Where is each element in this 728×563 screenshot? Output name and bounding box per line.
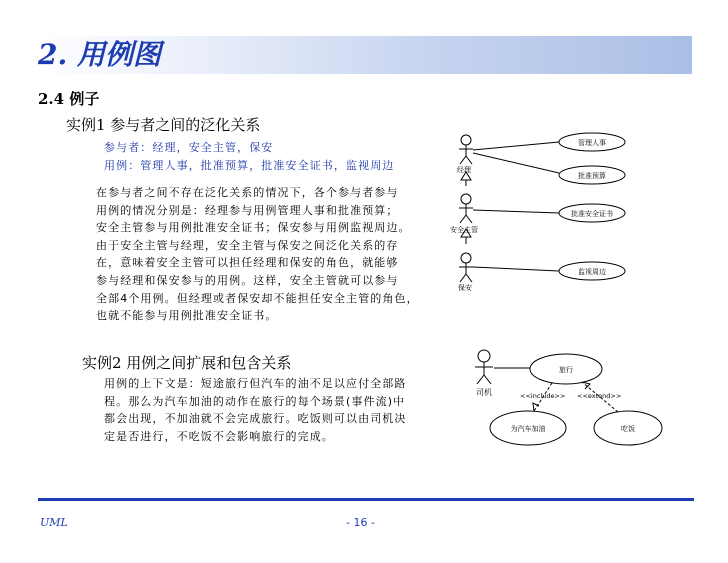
footer-divider — [38, 498, 694, 501]
usecase-label: 监视周边 — [578, 268, 606, 276]
actor-generalization-diagram — [446, 126, 646, 301]
paragraph-line: 都会出现，不加油就不会完成旅行。吃饭则可以由司机决 — [104, 412, 407, 426]
usecase-label: 批准预算 — [578, 172, 606, 180]
usecase-label: 批准安全证书 — [571, 210, 613, 218]
example2-paragraph — [104, 375, 407, 445]
section-heading: 2.4 例子 — [38, 90, 100, 108]
paragraph-line: 在参与者之间不存在泛化关系的情况下，各个参与者参与 — [96, 186, 399, 199]
example1-actors-line: 参与者：经理，安全主管，保安 — [104, 141, 274, 154]
actor-label: 经理 — [457, 166, 471, 174]
actor-label: 保安 — [458, 284, 472, 292]
example1-paragraph — [96, 184, 419, 325]
example1-usecases-line: 用例：管理人事，批准预算，批准安全证书，监视周边 — [104, 159, 395, 172]
paragraph-line: 用例的情况分别是：经理参与用例管理人事和批准预算； — [96, 203, 399, 217]
actor-figure — [475, 350, 493, 384]
example1-heading: 实例1 参与者之间的泛化关系 — [66, 116, 261, 134]
usecase-label: 为汽车加油 — [510, 425, 546, 433]
page-number: - 16 - — [346, 516, 375, 529]
actor-label: 安全主管 — [450, 226, 478, 234]
paragraph-line: 也就不能参与用例批准安全证书。 — [96, 309, 278, 323]
paragraph-line: 定是否进行，不吃饭不会影响旅行的完成。 — [104, 429, 334, 443]
usecase-label: 吃饭 — [621, 425, 635, 433]
actor-figure — [459, 135, 473, 164]
include-label: <<include>> — [520, 392, 566, 400]
paragraph-line: 全部4个用例。但经理或者保安却不能担任安全主管的角色， — [96, 291, 419, 305]
paragraph-line: 程。那么为汽车加油的动作在旅行的每个场景(事件流)中 — [104, 394, 406, 408]
extend-label: <<extend>> — [577, 392, 622, 400]
paragraph-line: 参与经理和保安参与的用例。这样，安全主管就可以参与 — [96, 273, 399, 287]
paragraph-line: 安全主管参与用例批准安全证书；保安参与用例监视周边。 — [96, 221, 411, 235]
actor-figure — [459, 253, 473, 282]
slide-title: 2. 用例图 — [38, 38, 161, 71]
usecase-label: 旅行 — [559, 366, 573, 374]
example2-heading: 实例2 用例之间扩展和包含关系 — [82, 354, 292, 372]
paragraph-line: 由于安全主管与经理，安全主管与保安之间泛化关系的存 — [96, 238, 399, 252]
include-extend-diagram — [460, 342, 690, 452]
actor-label: 司机 — [476, 388, 492, 397]
paragraph-line: 用例的上下文是：短途旅行但汽车的油不足以应付全部路 — [104, 377, 407, 390]
footer-label: UML — [40, 516, 68, 529]
paragraph-line: 在，意味着安全主管可以担任经理和保安的角色，就能够 — [96, 256, 399, 270]
usecase-label: 管理人事 — [578, 139, 606, 147]
actor-figure — [459, 194, 473, 223]
